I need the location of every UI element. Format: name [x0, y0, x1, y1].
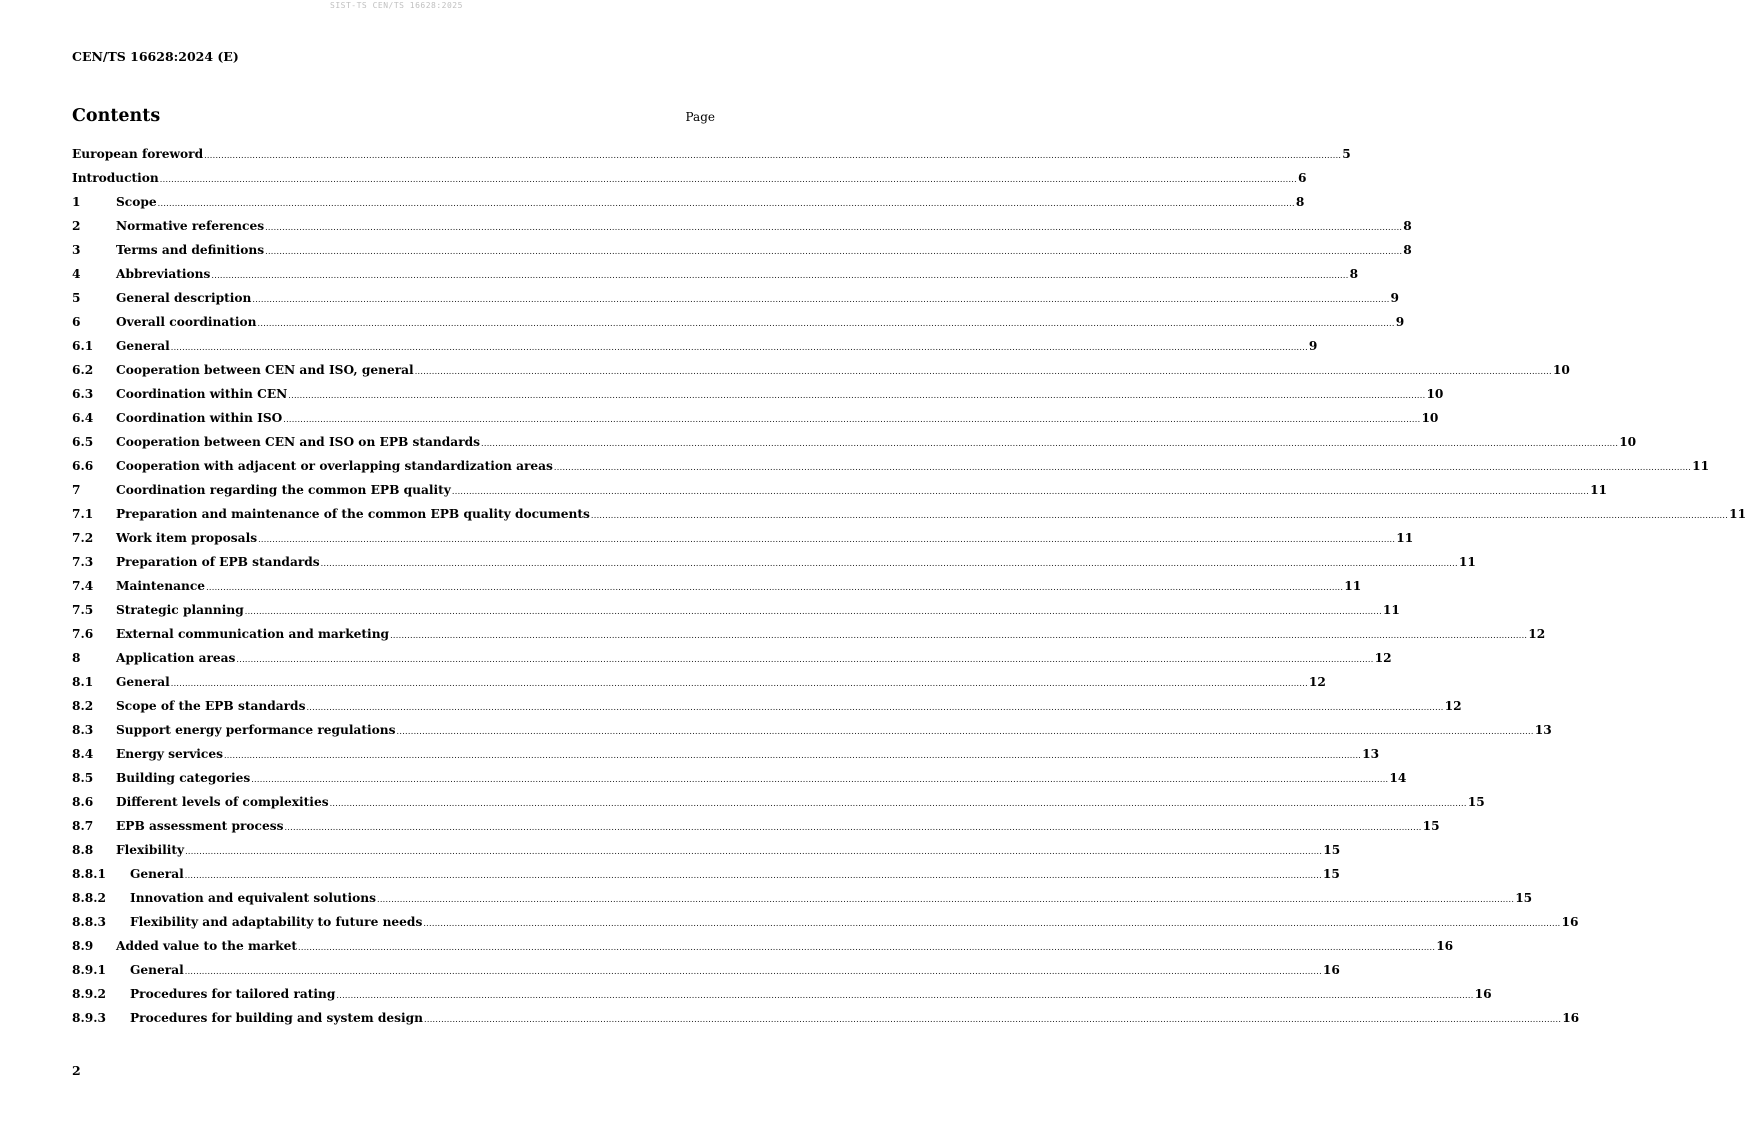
dot-leader: ................................................................................................................................................................................................................................................................................................................................................................................................................ [481, 439, 1619, 448]
toc-entry-title: Normative references [116, 219, 265, 233]
dot-leader: ................................................................................................................................................................................................................................................................................................................................................................................................................ [159, 175, 1297, 184]
toc-entry-page: 12 [1528, 627, 1546, 641]
dot-leader: ................................................................................................................................................................................................................................................................................................................................................................................................................ [206, 583, 1344, 592]
toc-entry[interactable] [72, 550, 1476, 574]
toc-entry[interactable] [72, 190, 1305, 214]
dot-leader: ................................................................................................................................................................................................................................................................................................................................................................................................................ [284, 823, 1422, 832]
toc-entry-title: General description [116, 291, 252, 305]
toc-entry[interactable] [72, 790, 1485, 814]
toc-entry-number: 6.6 [72, 459, 94, 473]
toc-entry-title: Coordination within ISO [116, 411, 283, 425]
toc-entry-page: 15 [1467, 795, 1485, 809]
toc-entry-title: Procedures for tailored rating [130, 987, 336, 1001]
toc-entry-page: 10 [1421, 411, 1439, 425]
dot-leader: ................................................................................................................................................................................................................................................................................................................................................................................................................ [423, 919, 1561, 928]
dot-leader: ................................................................................................................................................................................................................................................................................................................................................................................................................ [329, 799, 1467, 808]
toc-entry-number: 6.3 [72, 387, 94, 401]
page-number: 2 [72, 1063, 81, 1078]
toc-entry-page: 8 [1403, 243, 1412, 257]
toc-entry[interactable] [72, 502, 1746, 526]
toc-entry-title: Strategic planning [116, 603, 244, 617]
toc-entry[interactable] [72, 838, 1341, 862]
toc-entry-page: 11 [1344, 579, 1362, 593]
toc-entry-page: 8 [1295, 195, 1305, 209]
toc-entry-number: 7.1 [72, 507, 94, 521]
toc-entry[interactable] [72, 430, 1637, 454]
dot-leader: ................................................................................................................................................................................................................................................................................................................................................................................................................ [244, 607, 1382, 616]
toc-entry-number: 8.4 [72, 747, 94, 761]
toc-entry[interactable] [72, 670, 1326, 694]
toc-entry[interactable] [72, 454, 1710, 478]
toc-entry-title: Flexibility and adaptability to future needs [130, 915, 423, 929]
toc-entry-number: 8.8.1 [72, 867, 106, 881]
toc-entry-title: EPB assessment process [116, 819, 284, 833]
toc-entry-page: 12 [1374, 651, 1392, 665]
toc-entry-title: Work item proposals [116, 531, 258, 545]
page-column-label: Page [685, 110, 715, 124]
toc-entry-title: Procedures for building and system design [130, 1011, 424, 1025]
toc-entry-title: Terms and definitions [116, 243, 265, 257]
toc-entry-page: 9 [1308, 339, 1318, 353]
toc-entry-title: European foreword [72, 147, 204, 161]
toc-entry-number: 8 [72, 651, 81, 665]
toc-entry-number: 8.9.3 [72, 1011, 106, 1025]
dot-leader: ................................................................................................................................................................................................................................................................................................................................................................................................................ [184, 967, 1322, 976]
toc-entry-number: 4 [72, 267, 81, 281]
toc-entry-title: Maintenance [116, 579, 206, 593]
toc-entry-number: 8.6 [72, 795, 94, 809]
toc-entry-number: 7 [72, 483, 81, 497]
toc-entry[interactable] [72, 646, 1392, 670]
toc-entry-page: 8 [1349, 267, 1359, 281]
toc-entry-page: 10 [1619, 435, 1637, 449]
toc-entry[interactable] [72, 526, 1414, 550]
document-id: CEN/TS 16628:2024 (E) [72, 49, 239, 64]
toc-entry-number: 7.4 [72, 579, 94, 593]
toc-entry-title: Introduction [72, 171, 159, 185]
toc-entry-page: 13 [1362, 747, 1380, 761]
toc-entry-page: 9 [1395, 315, 1405, 329]
toc-entry-title: Application areas [116, 651, 236, 665]
dot-leader: ................................................................................................................................................................................................................................................................................................................................................................................................................ [377, 895, 1515, 904]
toc-entry-title: Innovation and equivalent solutions [130, 891, 376, 905]
toc-entry-number: 6.4 [72, 411, 94, 425]
toc-entry[interactable] [72, 478, 1608, 502]
toc-entry-number: 7.6 [72, 627, 94, 641]
dot-leader: ................................................................................................................................................................................................................................................................................................................................................................................................................ [211, 271, 1349, 280]
toc-entry-number: 8.7 [72, 819, 94, 833]
contents-heading: Contents [72, 106, 161, 126]
toc-entry-page: 16 [1562, 1011, 1580, 1025]
toc-entry-title: Coordination within CEN [116, 387, 288, 401]
toc-entry-page: 15 [1422, 819, 1440, 833]
toc-entry-title: Cooperation with adjacent or overlapping standardization areas [116, 459, 553, 473]
toc-entry-page: 16 [1436, 939, 1454, 953]
toc-entry-title: Support energy performance regulations [116, 723, 396, 737]
toc-entry[interactable] [72, 214, 1412, 238]
toc-entry-number: 8.9.1 [72, 963, 106, 977]
toc-entry[interactable] [72, 382, 1444, 406]
toc-entry-number: 7.2 [72, 531, 94, 545]
dot-leader: ................................................................................................................................................................................................................................................................................................................................................................................................................ [265, 247, 1403, 256]
toc-entry-page: 9 [1390, 291, 1400, 305]
dot-leader: ................................................................................................................................................................................................................................................................................................................................................................................................................ [252, 295, 1390, 304]
toc-entry-number: 8.8 [72, 843, 94, 857]
toc-entry[interactable] [72, 958, 1340, 982]
toc-entry-page: 11 [1458, 555, 1476, 569]
toc-entry-number: 7.3 [72, 555, 94, 569]
toc-entry-page: 13 [1534, 723, 1552, 737]
toc-entry[interactable] [72, 598, 1400, 622]
dot-leader: ................................................................................................................................................................................................................................................................................................................................................................................................................ [170, 679, 1308, 688]
toc-entry[interactable] [72, 334, 1318, 358]
dot-leader: ................................................................................................................................................................................................................................................................................................................................................................................................................ [236, 655, 1374, 664]
toc-entry-number: 8.2 [72, 699, 94, 713]
dot-leader: ................................................................................................................................................................................................................................................................................................................................................................................................................ [451, 487, 1590, 496]
toc-entry-title: General [116, 339, 170, 353]
toc-entry[interactable] [72, 286, 1400, 310]
toc-entry[interactable] [72, 934, 1454, 958]
toc-entry-number: 6.2 [72, 363, 94, 377]
toc-entry-title: Added value to the market [116, 939, 298, 953]
toc-entry[interactable] [72, 406, 1439, 430]
toc-entry-title: Flexibility [116, 843, 185, 857]
toc-entry[interactable] [72, 358, 1570, 382]
dot-leader: ................................................................................................................................................................................................................................................................................................................................................................................................................ [396, 727, 1534, 736]
toc-entry-title: Scope [116, 195, 157, 209]
toc-entry-number: 7.5 [72, 603, 94, 617]
toc-entry[interactable] [72, 694, 1462, 718]
toc-entry-number: 8.9 [72, 939, 94, 953]
toc-entry[interactable] [72, 910, 1579, 934]
toc-entry-page: 10 [1426, 387, 1444, 401]
dot-leader: ................................................................................................................................................................................................................................................................................................................................................................................................................ [185, 847, 1323, 856]
toc-entry-title: Cooperation between CEN and ISO, general [116, 363, 414, 377]
dot-leader: ................................................................................................................................................................................................................................................................................................................................................................................................................ [590, 511, 1729, 520]
toc-entry-title: Abbreviations [116, 267, 211, 281]
toc-entry[interactable] [72, 142, 1351, 166]
toc-entry-number: 3 [72, 243, 81, 257]
dot-leader: ................................................................................................................................................................................................................................................................................................................................................................................................................ [258, 535, 1396, 544]
dot-leader: ................................................................................................................................................................................................................................................................................................................................................................................................................ [257, 319, 1395, 328]
toc-entry-page: 11 [1729, 507, 1746, 521]
toc-entry-number: 8.1 [72, 675, 94, 689]
toc-entry[interactable] [72, 982, 1492, 1006]
toc-entry[interactable] [72, 262, 1359, 286]
dot-leader: ................................................................................................................................................................................................................................................................................................................................................................................................................ [390, 631, 1528, 640]
toc-entry[interactable] [72, 238, 1412, 262]
toc-entry[interactable] [72, 886, 1533, 910]
toc-entry[interactable] [72, 814, 1440, 838]
toc-entry[interactable] [72, 622, 1546, 646]
toc-entry-page: 15 [1323, 843, 1341, 857]
toc-entry-title: General [130, 963, 184, 977]
toc-entry[interactable] [72, 718, 1552, 742]
table-of-contents [72, 142, 1746, 1030]
toc-entry-title: Different levels of complexities [116, 795, 329, 809]
toc-entry-number: 6.5 [72, 435, 94, 449]
toc-entry-number: 1 [72, 195, 81, 209]
toc-entry-page: 16 [1322, 963, 1340, 977]
toc-entry-title: Overall coordination [116, 315, 257, 329]
dot-leader: ................................................................................................................................................................................................................................................................................................................................................................................................................ [320, 559, 1458, 568]
toc-entry-page: 11 [1590, 483, 1608, 497]
dot-leader: ................................................................................................................................................................................................................................................................................................................................................................................................................ [553, 463, 1692, 472]
toc-entry-page: 11 [1382, 603, 1400, 617]
toc-entry[interactable] [72, 766, 1407, 790]
toc-entry-title: General [116, 675, 170, 689]
toc-entry-page: 10 [1552, 363, 1570, 377]
dot-leader: ................................................................................................................................................................................................................................................................................................................................................................................................................ [184, 871, 1322, 880]
toc-entry[interactable] [72, 862, 1340, 886]
dot-leader: ................................................................................................................................................................................................................................................................................................................................................................................................................ [414, 367, 1552, 376]
toc-entry-title: Cooperation between CEN and ISO on EPB standards [116, 435, 481, 449]
toc-entry-number: 2 [72, 219, 81, 233]
dot-leader: ................................................................................................................................................................................................................................................................................................................................................................................................................ [204, 151, 1342, 160]
toc-entry-page: 6 [1297, 171, 1307, 185]
dot-leader: ................................................................................................................................................................................................................................................................................................................................................................................................................ [306, 703, 1444, 712]
toc-entry-page: 11 [1692, 459, 1710, 473]
dot-leader: ................................................................................................................................................................................................................................................................................................................................................................................................................ [170, 343, 1308, 352]
toc-entry-page: 8 [1403, 219, 1412, 233]
toc-entry-number: 5 [72, 291, 81, 305]
toc-entry[interactable] [72, 742, 1380, 766]
toc-entry-page: 15 [1322, 867, 1340, 881]
dot-leader: ................................................................................................................................................................................................................................................................................................................................................................................................................ [283, 415, 1421, 424]
toc-entry-number: 8.8.2 [72, 891, 106, 905]
dot-leader: ................................................................................................................................................................................................................................................................................................................................................................................................................ [298, 943, 1436, 952]
toc-entry-page: 5 [1342, 147, 1351, 161]
toc-entry-number: 8.8.3 [72, 915, 106, 929]
toc-entry-page: 12 [1444, 699, 1462, 713]
toc-entry-title: Preparation and maintenance of the common EPB quality documents [116, 507, 590, 521]
toc-entry-title: External communication and marketing [116, 627, 390, 641]
toc-entry-title: Preparation of EPB standards [116, 555, 320, 569]
toc-entry[interactable] [72, 574, 1362, 598]
toc-entry-number: 6 [72, 315, 81, 329]
dot-leader: ................................................................................................................................................................................................................................................................................................................................................................................................................ [424, 1015, 1562, 1024]
toc-entry-title: Energy services [116, 747, 223, 761]
toc-entry[interactable] [72, 1006, 1580, 1030]
toc-entry-title: Coordination regarding the common EPB quality [116, 483, 451, 497]
toc-entry-number: 8.5 [72, 771, 94, 785]
toc-entry-page: 12 [1308, 675, 1326, 689]
dot-leader: ................................................................................................................................................................................................................................................................................................................................................................................................................ [288, 391, 1426, 400]
toc-entry-page: 15 [1515, 891, 1533, 905]
toc-entry-page: 16 [1561, 915, 1579, 929]
watermark: SIST-TS CEN/TS 16628:2025 [330, 1, 463, 10]
toc-entry-title: Scope of the EPB standards [116, 699, 306, 713]
dot-leader: ................................................................................................................................................................................................................................................................................................................................................................................................................ [336, 991, 1474, 1000]
toc-entry-number: 6.1 [72, 339, 94, 353]
toc-entry-page: 11 [1396, 531, 1414, 545]
dot-leader: ................................................................................................................................................................................................................................................................................................................................................................................................................ [157, 199, 1295, 208]
toc-entry-page: 14 [1389, 771, 1407, 785]
dot-leader: ................................................................................................................................................................................................................................................................................................................................................................................................................ [223, 751, 1362, 760]
toc-entry-page: 16 [1474, 987, 1492, 1001]
toc-entry-title: General [130, 867, 184, 881]
toc-entry[interactable] [72, 310, 1405, 334]
toc-entry-title: Building categories [116, 771, 251, 785]
dot-leader: ................................................................................................................................................................................................................................................................................................................................................................................................................ [265, 223, 1403, 232]
toc-entry[interactable] [72, 166, 1307, 190]
dot-leader: ................................................................................................................................................................................................................................................................................................................................................................................................................ [251, 775, 1389, 784]
toc-entry-number: 8.3 [72, 723, 94, 737]
toc-entry-number: 8.9.2 [72, 987, 106, 1001]
